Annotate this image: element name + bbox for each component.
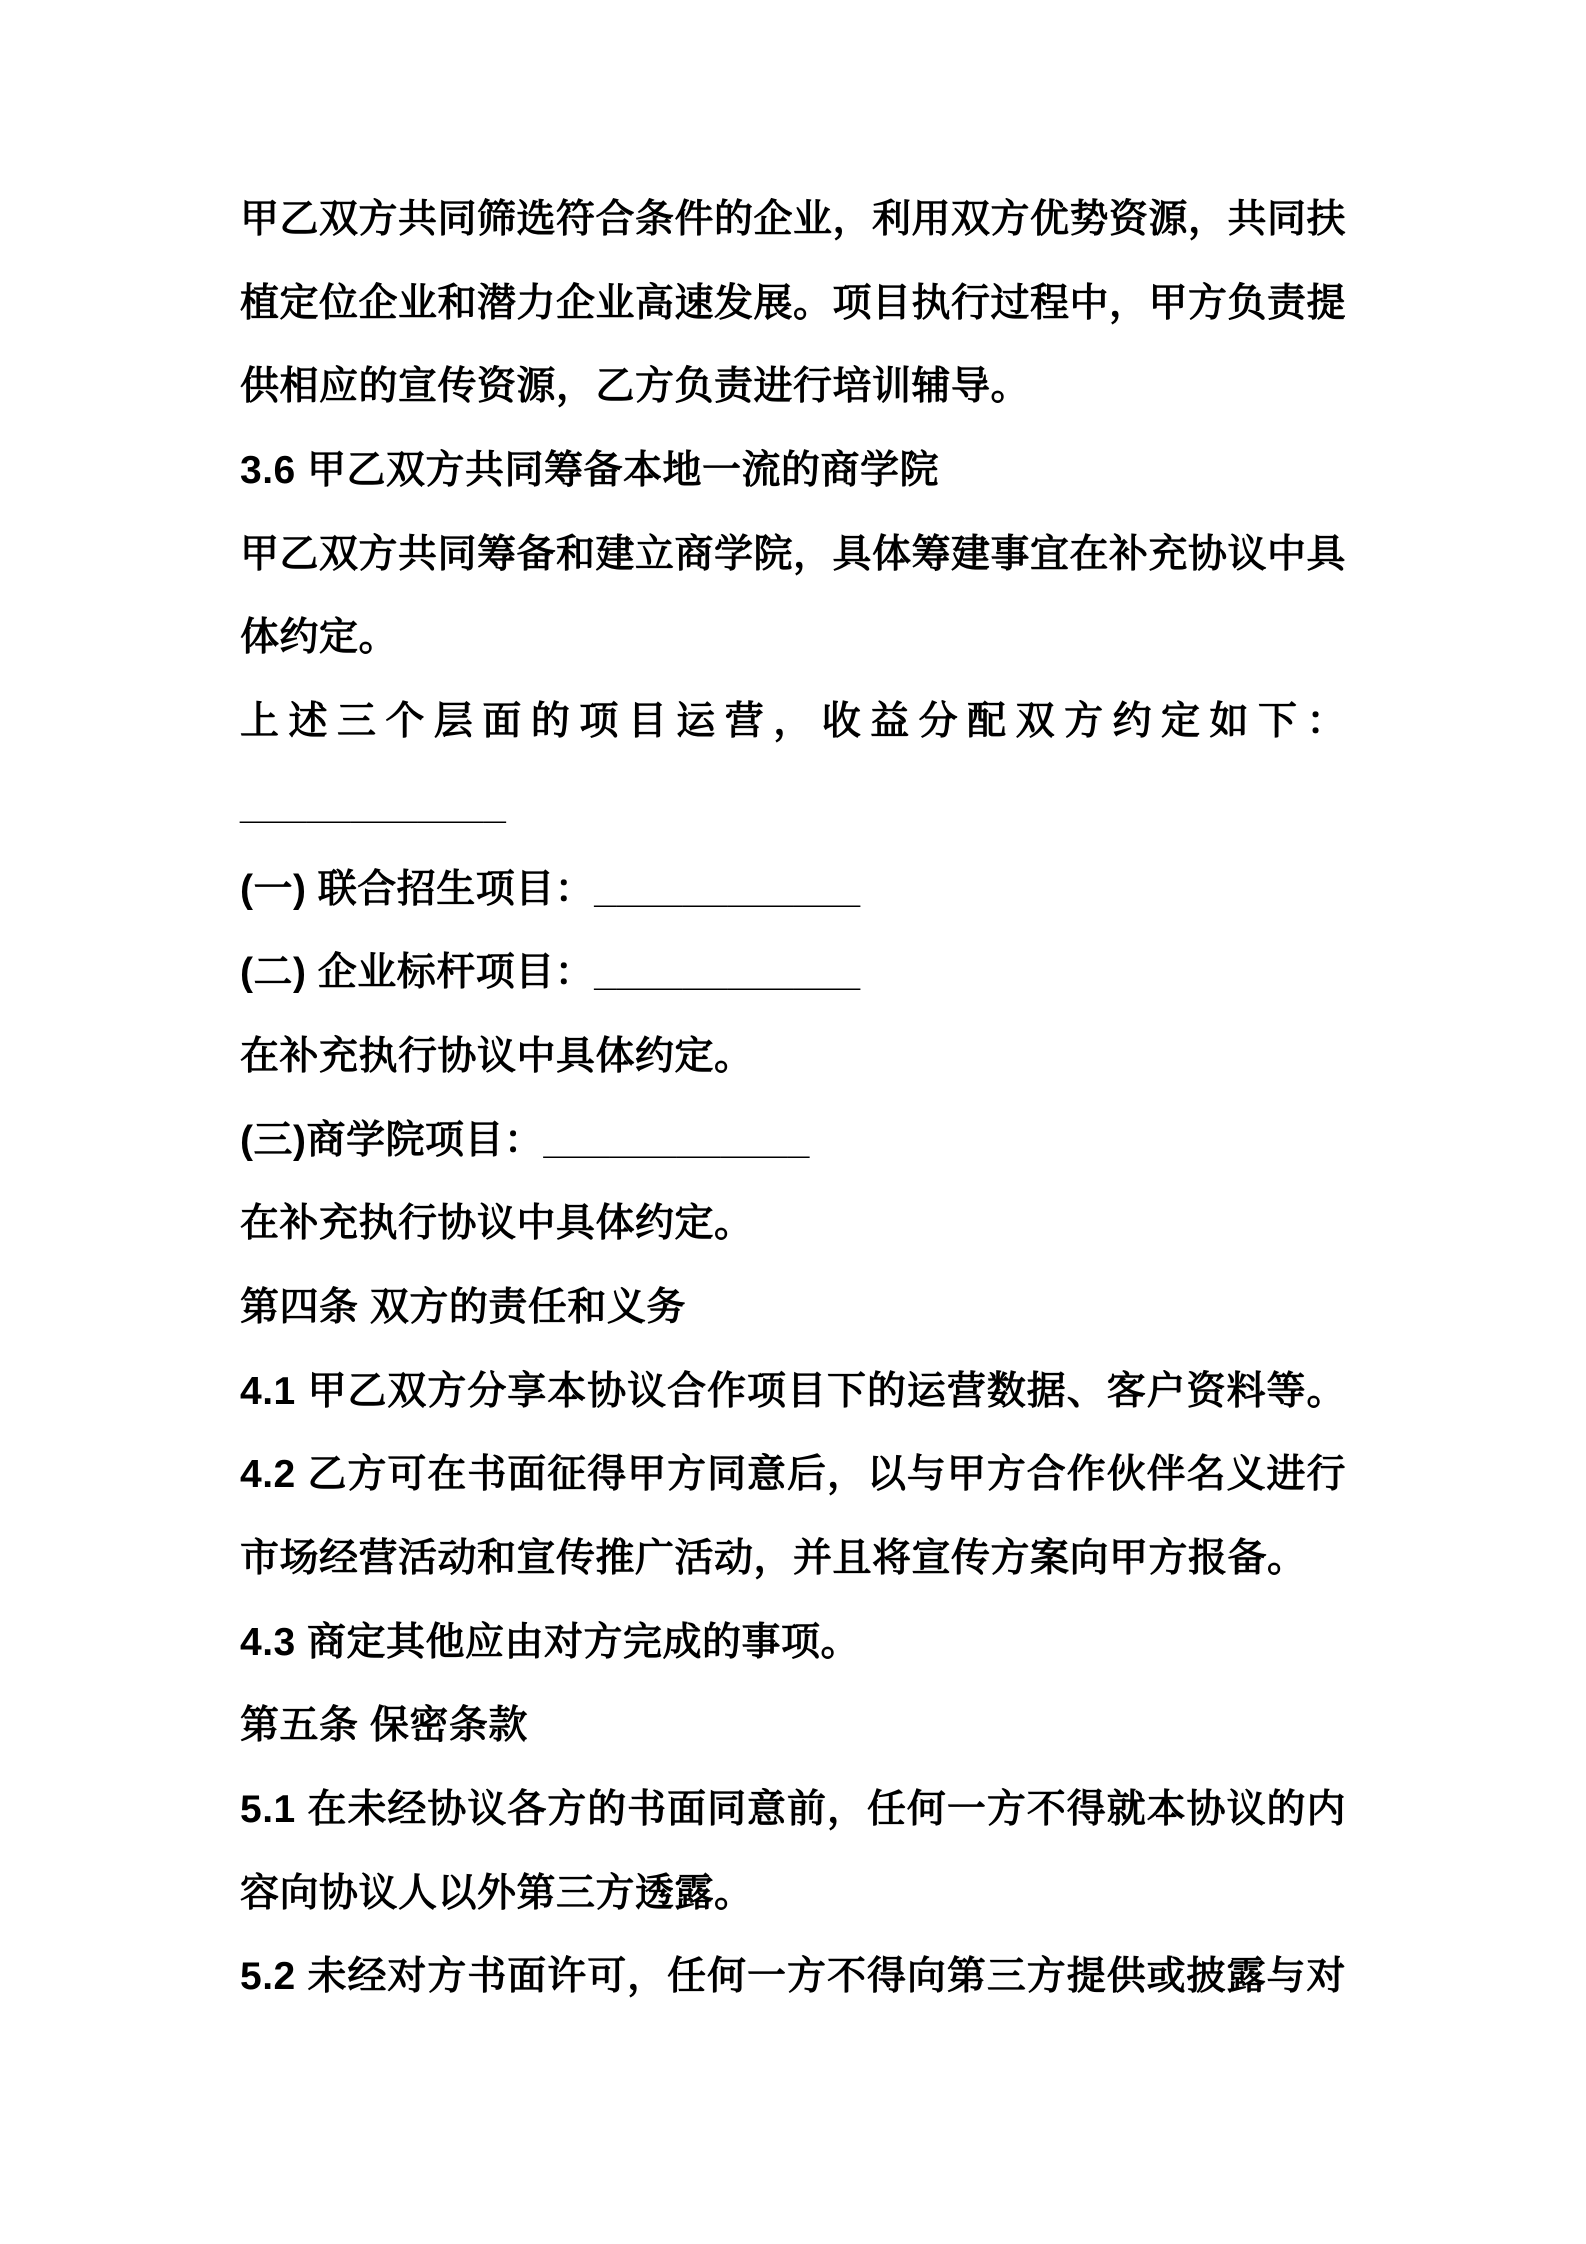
doc-line: 容向协议人以外第三方透露。 (240, 1871, 754, 1915)
article-4-heading: 第四条 双方的责任和义务 (240, 1285, 686, 1329)
doc-line: 体约定。 (240, 616, 399, 660)
clause-4-1: 4.1 甲乙双方分享本协议合作项目下的运营数据、客户资料等。 (240, 1369, 1346, 1413)
clause-4-2: 4.2 乙方可在书面征得甲方同意后，以与甲方合作伙伴名义进行 (240, 1453, 1346, 1497)
item-2-benchmark-project: (二) 企业标杆项目：____________ (240, 951, 861, 995)
clause-5-1: 5.1 在未经协议各方的书面同意前，任何一方不得就本协议的内 (240, 1788, 1346, 1832)
doc-line: 植定位企业和潜力企业高速发展。项目执行过程中，甲方负责提 (240, 281, 1346, 325)
doc-line: 在补充执行协议中具体约定。 (240, 1202, 754, 1246)
item-1-joint-enrollment: (一) 联合招生项目：____________ (240, 867, 861, 911)
item-3-business-school: (三)商学院项目：____________ (240, 1118, 810, 1162)
doc-line: 市场经营活动和宣传推广活动，并且将宣传方案向甲方报备。 (240, 1537, 1307, 1580)
clause-3-6-heading: 3.6 甲乙双方共同筹备本地一流的商学院 (240, 449, 940, 493)
revenue-distribution-intro: 上述三个层面的项目运营，收益分配双方约定如下： (240, 700, 1346, 744)
doc-line: 甲乙双方共同筹备和建立商学院，具体筹建事宜在补充协议中具 (240, 532, 1346, 576)
contract-text-block (240, 178, 1346, 2019)
article-5-heading: 第五条 保密条款 (240, 1704, 528, 1748)
clause-5-2: 5.2 未经对方书面许可，任何一方不得向第三方提供或披露与对 (240, 1955, 1346, 1999)
blank-underline: ____________ (240, 783, 507, 827)
clause-4-3: 4.3 商定其他应由对方完成的事项。 (240, 1620, 861, 1664)
doc-line: 在补充执行协议中具体约定。 (240, 1034, 754, 1078)
doc-line: 甲乙双方共同筛选符合条件的企业，利用双方优势资源，共同扶 (240, 198, 1346, 241)
doc-line: 供相应的宣传资源，乙方负责进行培训辅导。 (240, 365, 1031, 409)
